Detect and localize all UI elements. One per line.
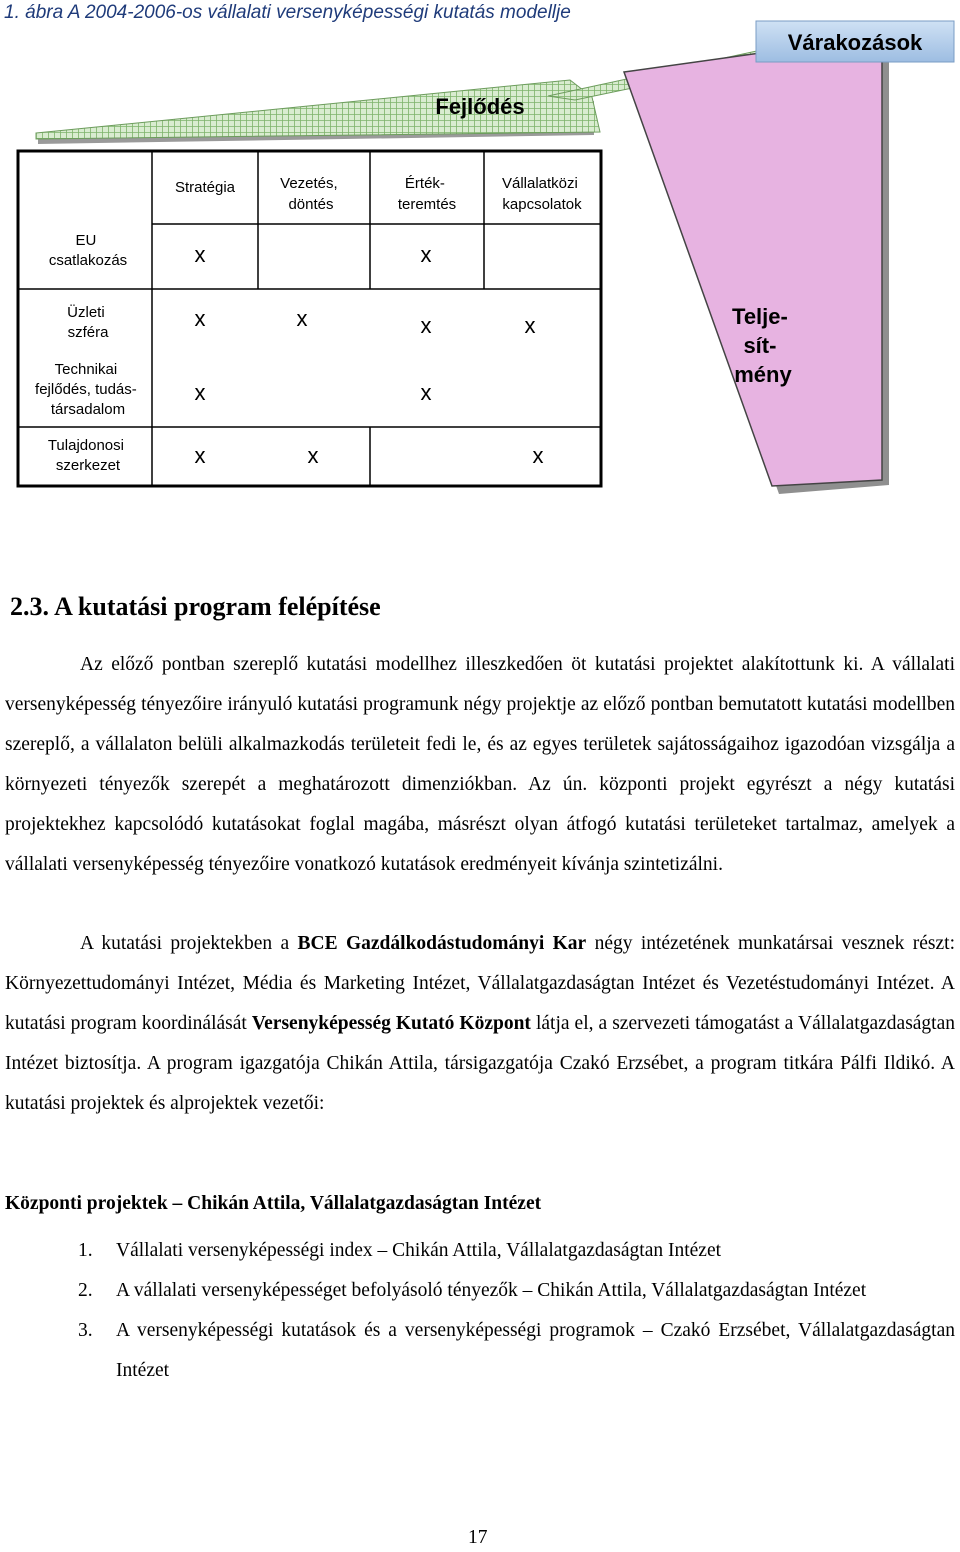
research-model-figure (0, 0, 960, 560)
list-item-text: A versenyképességi kutatások és a versenyképességi programok – Czakó Erzsébet, Vállalatgazdaságtan Intézet (116, 1320, 955, 1381)
faculty-name: BCE Gazdálkodástudományi Kar (297, 933, 587, 954)
matrix-mark: x (194, 380, 206, 405)
list-item (78, 1271, 955, 1311)
matrix-mark: x (532, 443, 544, 468)
list-item-number: 3. (78, 1320, 93, 1341)
central-projects-heading: Központi projektek – Chikán Attila, Vállalatgazdaságtan Intézet (5, 1193, 542, 1214)
list-item-number: 1. (78, 1240, 93, 1261)
matrix-mark: x (524, 313, 536, 338)
row-header-line: Üzleti (67, 304, 105, 321)
center-name: Versenyképesség Kutató Központ (251, 1013, 531, 1034)
paragraph-2-text: A kutatási projektekben a (80, 933, 298, 954)
row-header-line: csatlakozás (48, 252, 128, 269)
list-item-number: 2. (78, 1280, 93, 1301)
row-header-line: szerkezet (55, 457, 121, 474)
list-item-text: Vállalati versenyképességi index – Chikán Attila, Vállalatgazdaságtan Intézet (116, 1240, 722, 1261)
row-header-line: EU (75, 232, 97, 249)
paragraph-2 (5, 924, 955, 1124)
column-header-line: Vezetés, (280, 175, 338, 192)
page-number: 17 (468, 1527, 488, 1548)
matrix-mark: x (296, 306, 308, 331)
column-header-line: Stratégia (174, 179, 236, 196)
matrix-mark: x (420, 242, 432, 267)
row-header-line: fejlődés, tudás- (35, 381, 137, 398)
performance-label-line: sít- (743, 333, 777, 358)
matrix-mark: x (194, 242, 206, 267)
row-header-line: társadalom (50, 401, 126, 418)
matrix-mark: x (194, 443, 206, 468)
paragraph-2-text: látja el, a szervezeti támogatást a Vállalatgazdaságtan Intézet biztosítja. A program igazgatója Chikán Attila, társigazgatója Czakó Erzsébet, a program titkára Pálfi Ildikó. A kutatási projektek és alprojektek vezetői: (5, 1013, 956, 1114)
figure-caption: 1. ábra A 2004-2006-os vállalati versenyképességi kutatás modellje (4, 2, 571, 23)
section-title: 2.3. A kutatási program felépítése (10, 592, 381, 621)
matrix-mark: x (420, 313, 432, 338)
matrix-mark: x (420, 380, 432, 405)
column-header-line: döntés (288, 196, 334, 213)
column-header-line: Vállalatközi (501, 175, 578, 192)
paragraph-1: Az előző pontban szereplő kutatási modellhez illeszkedően öt kutatási projektet alakítottunk ki. A vállalati versenyképesség tényezőire irányuló kutatási programunk négy projektje az előző pontban bemutatott kutatási modellben szereplő, a vállalaton belüli alkalmazkodás területeit fedi le, és az egyes területek sajátosságaihoz igazodóan vizsgálja a környezeti tényezők szerepét a meghatározott dimenziókban. Az ún. központi projekt egyrészt a négy kutatási projektekhez kapcsolódó kutatásokat foglal magába, másrészt olyan átfogó kutatási területeket tartalmaz, amelyek a vállalati versenyképesség tényezőire vonatkozó kutatások eredményeit kívánja szintetizálni. (5, 654, 955, 875)
row-header-line: szféra (67, 324, 109, 341)
column-header-line: Érték- (404, 175, 445, 192)
performance-label-line: Telje- (732, 304, 788, 329)
column-header-line: teremtés (397, 196, 457, 213)
list-item-text: A vállalati versenyképességet befolyásoló tényezők – Chikán Attila, Vállalatgazdaságtan Intézet (116, 1280, 867, 1301)
development-label: Fejlődés (435, 94, 525, 119)
performance-triangle (624, 36, 882, 486)
matrix-table (18, 151, 601, 486)
paragraph-2-text: négy intézetének munkatársai vesznek részt: Környezettudományi Intézet, Média és Marketing Intézet, Vállalatgazdaságtan Intézet és Vezetéstudományi Intézet. A kutatási program koordinálását (5, 933, 956, 1034)
matrix-mark: x (194, 306, 206, 331)
expectations-label: Várakozások (787, 30, 923, 55)
project-list (78, 1231, 955, 1391)
matrix-mark: x (307, 443, 319, 468)
list-item (78, 1311, 955, 1391)
row-header-line: Tulajdonosi (47, 437, 124, 454)
performance-label-line: mény (734, 362, 792, 387)
list-item (78, 1231, 955, 1271)
row-header-line: Technikai (54, 361, 118, 378)
column-header (175, 179, 236, 196)
column-header-line: kapcsolatok (502, 196, 582, 213)
